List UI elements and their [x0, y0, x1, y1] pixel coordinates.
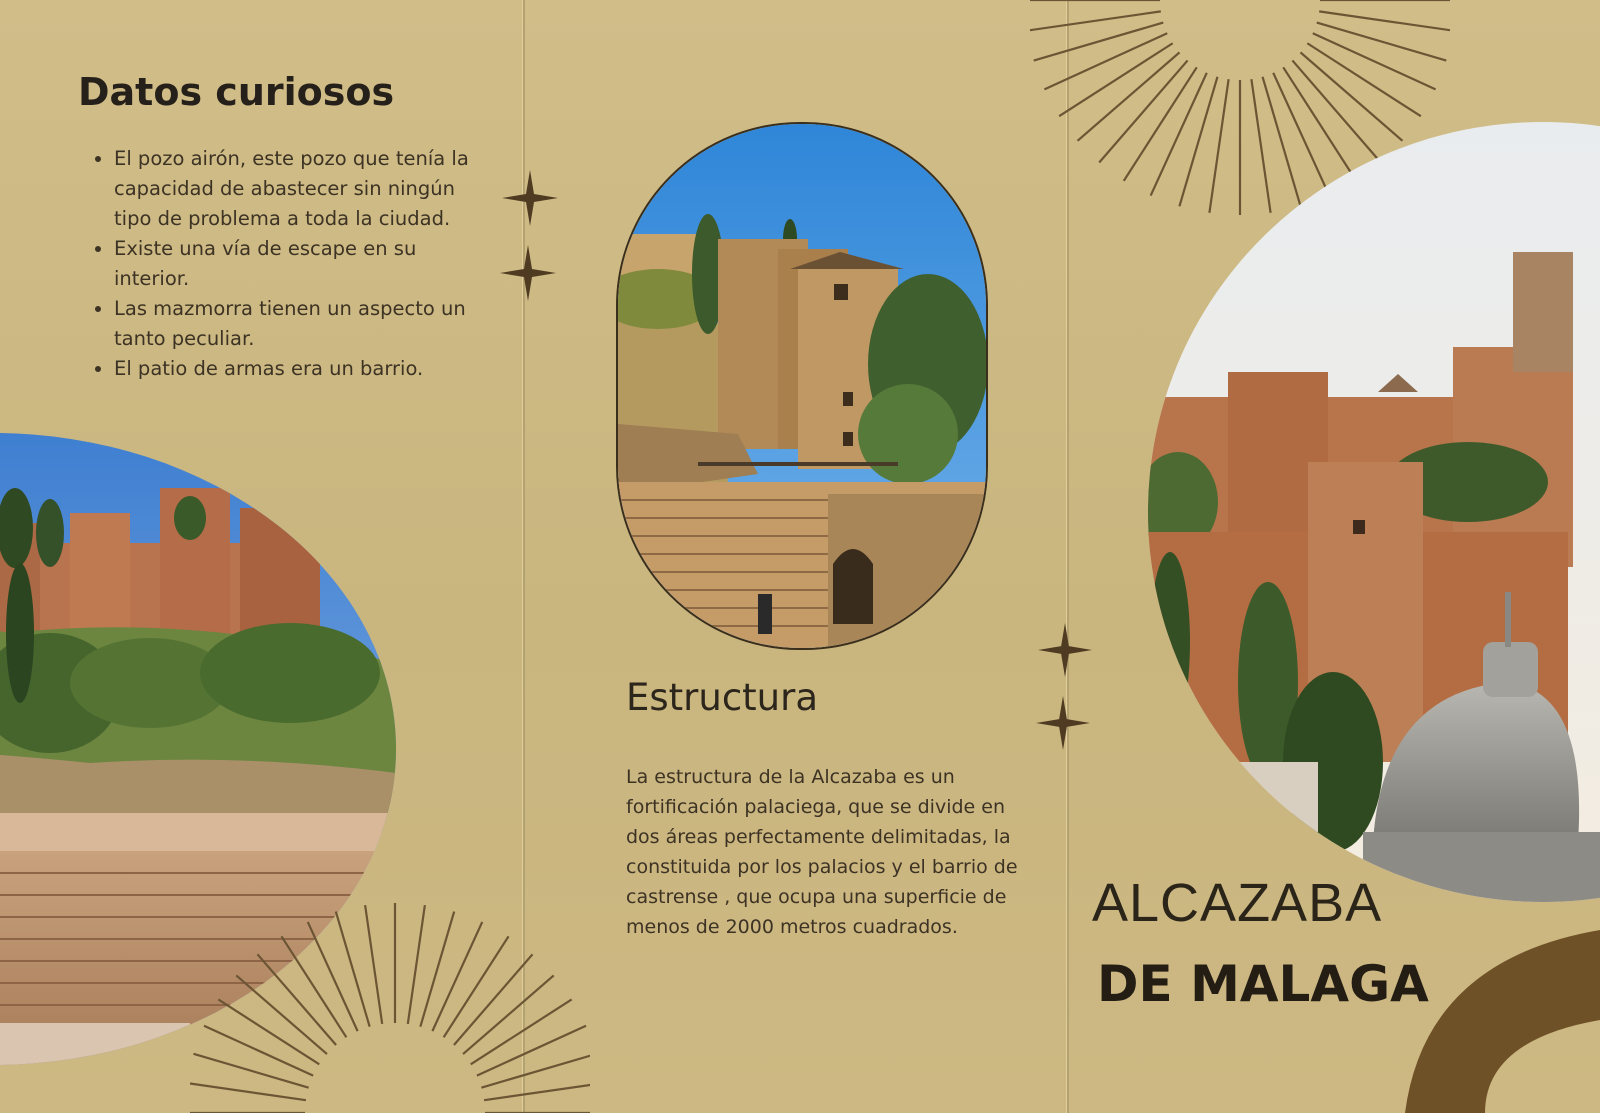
estructura-paragraph: La estructura de la Alcazaba es un fortificación palaciega, que se divide en dos áreas perfectamente delimitadas, la constituida por los palacios y el barrio de castrense , que ocupa una superficie de menos de 2000 metros cuadrados. [626, 766, 1018, 938]
facts-list [88, 144, 474, 384]
four-point-star-icon [500, 245, 556, 301]
arc-ornament [1405, 930, 1600, 1113]
sunburst-icon [190, 855, 590, 1113]
fact-item: • El pozo airón, este pozo que tenía la capacidad de abastecer sin ningún tipo de problema a toda la ciudad. [114, 144, 474, 234]
estructura-heading: Estructura [626, 676, 819, 719]
fact-item: • Existe una vía de escape en su interior. [114, 234, 474, 294]
fact-item: • Las mazmorra tienen un aspecto un tanto peculiar. [114, 294, 474, 354]
datos-curiosos-heading: Datos curiosos [78, 70, 395, 114]
cover-title-line2: DE MALAGA [1097, 955, 1429, 1013]
alcazaba-tower-photo [616, 122, 988, 650]
four-point-star-icon [1036, 696, 1090, 750]
four-point-star-icon [502, 170, 558, 226]
cover-title-line1: ALCAZABA [1092, 873, 1383, 933]
alcazaba-cover-photo [1148, 122, 1600, 902]
four-point-star-icon [1038, 623, 1092, 677]
fact-item: • El patio de armas era un barrio. [114, 354, 474, 384]
